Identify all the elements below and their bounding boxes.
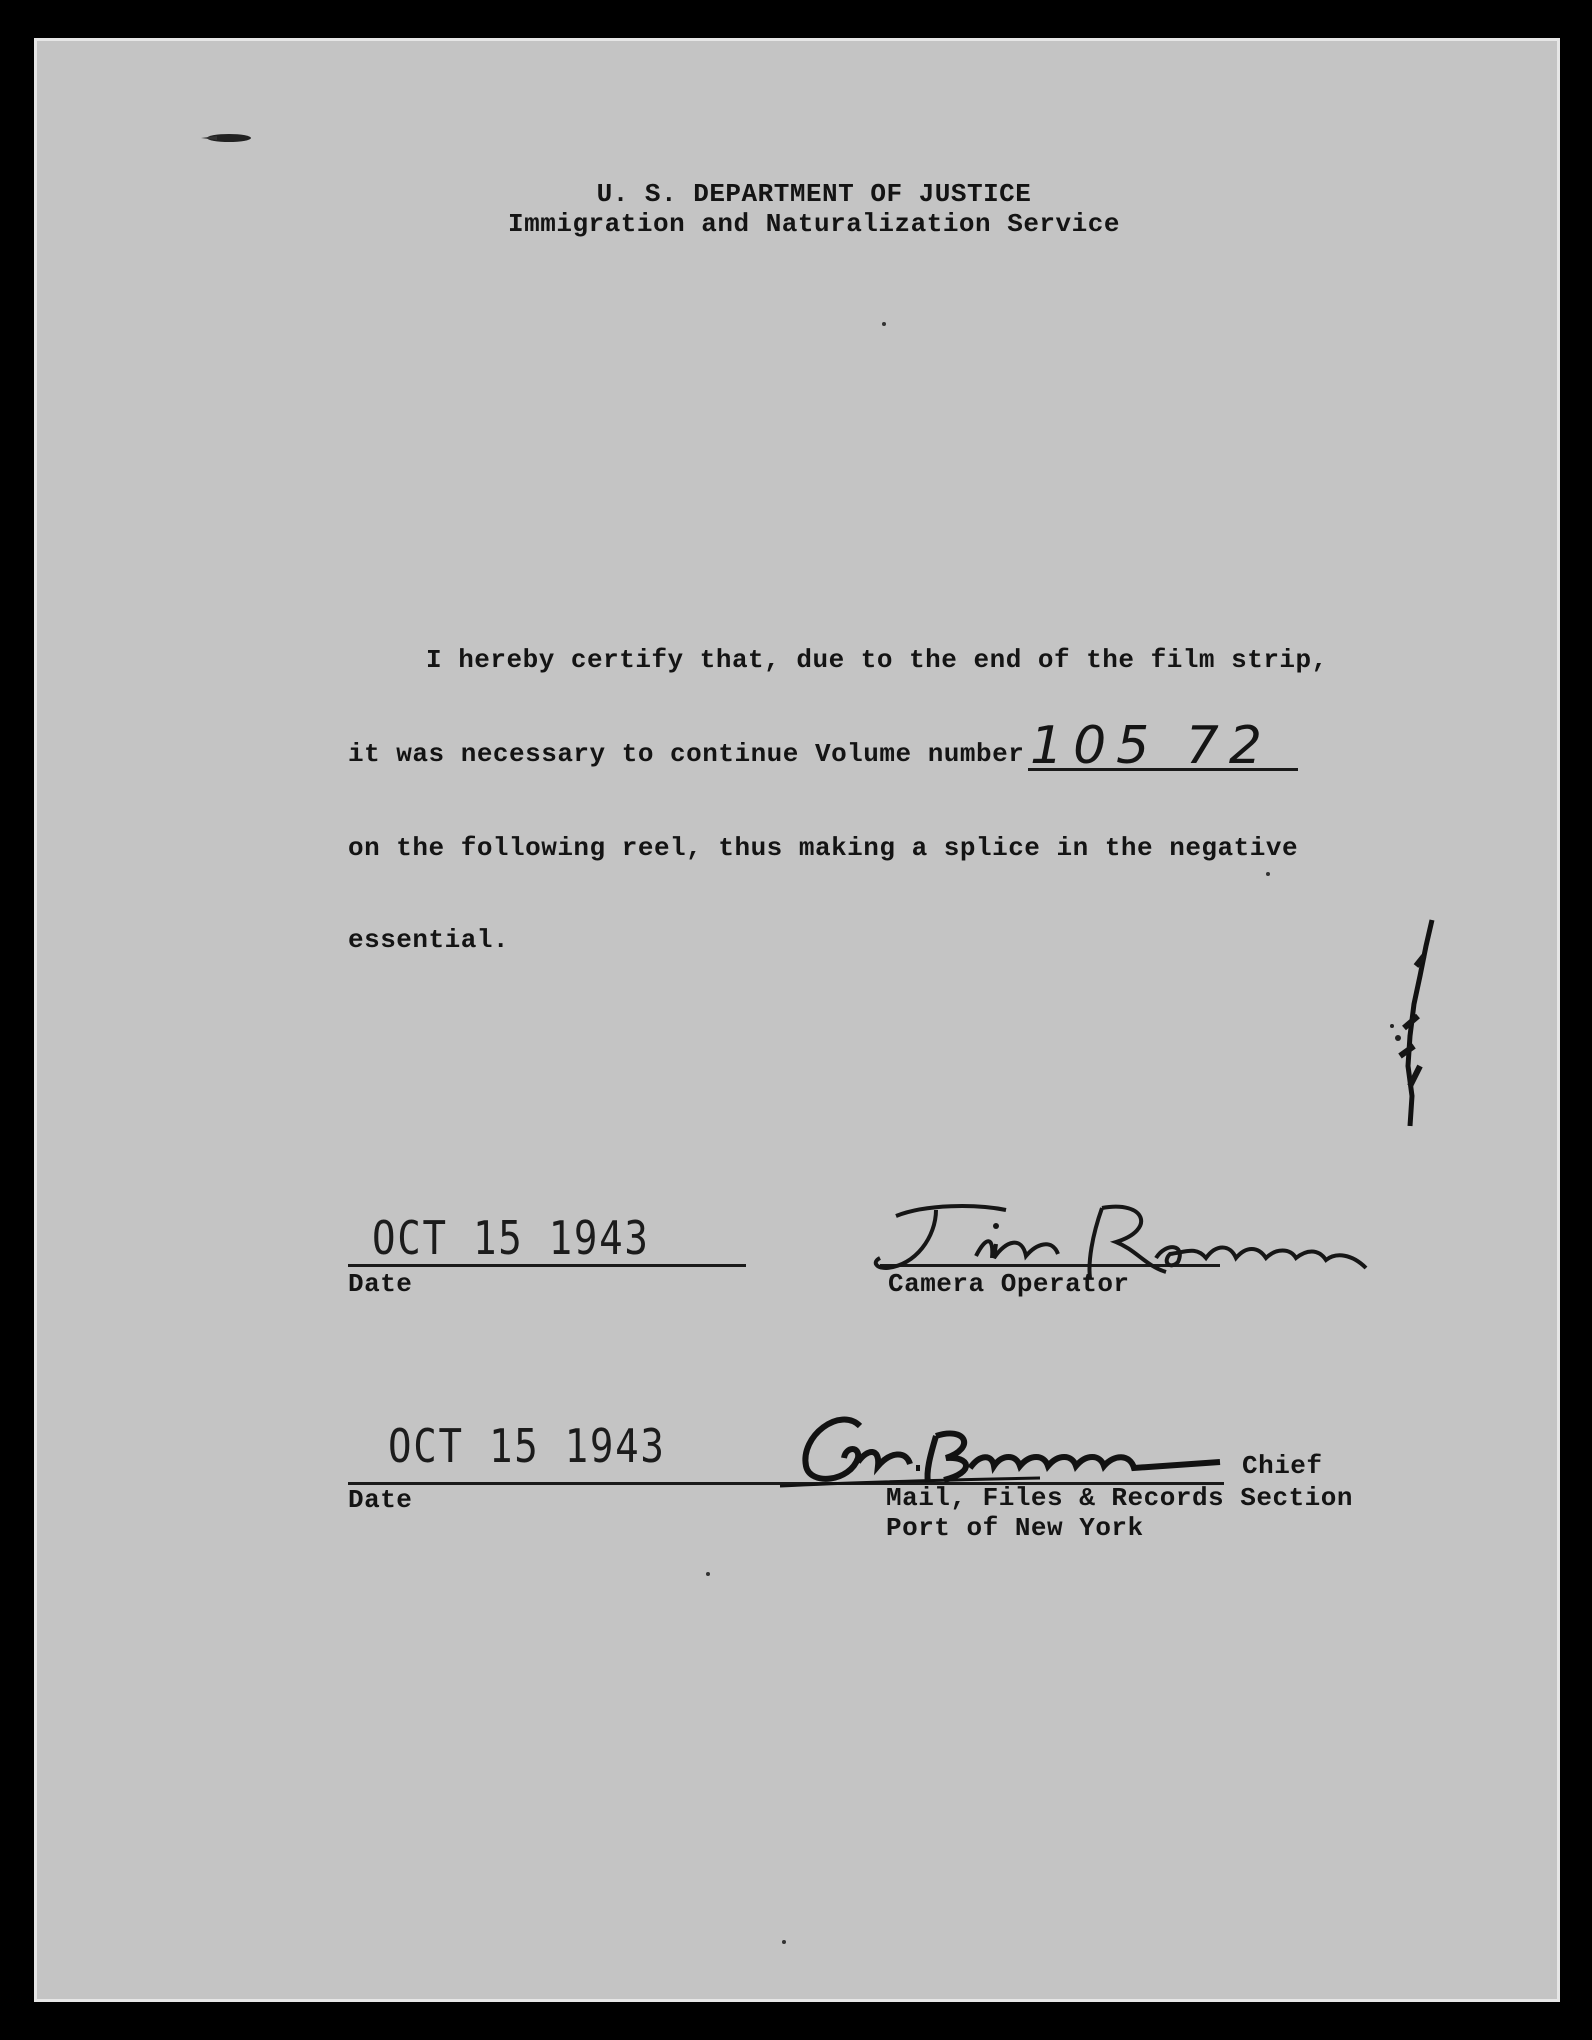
certification-text-line-3: on the following reel, thus making a splice in the negative [348,833,1299,863]
scan-mark [197,129,261,147]
port-label: Port of New York [886,1513,1144,1543]
chief-label: Chief [1242,1451,1323,1481]
date-label-1: Date [348,1269,413,1299]
certification-text-line-2: it was necessary to continue Volume number [348,739,1025,769]
dust-speck [882,322,886,326]
dust-speck [1266,872,1270,876]
volume-number-handwritten: 105 72 [1030,716,1272,776]
ink-smudge [1380,916,1450,1136]
header-department: U. S. DEPARTMENT OF JUSTICE [596,179,1032,209]
camera-operator-label: Camera Operator [888,1269,1130,1299]
header-service: Immigration and Naturalization Service [508,209,1120,239]
dust-speck [782,1940,786,1944]
date-stamp-1: OCT 15 1943 [372,1211,650,1265]
date-stamp-2: OCT 15 1943 [388,1419,666,1473]
document-page [34,38,1560,2002]
volume-number-blank-line [1028,768,1298,771]
section-label: Mail, Files & Records Section [886,1483,1353,1513]
date-line-1 [348,1264,746,1267]
dust-speck [706,1572,710,1576]
date-label-2: Date [348,1485,413,1515]
certification-text-line-1: I hereby certify that, due to the end of the film strip, [426,645,1328,675]
certification-text-line-4: essential. [348,925,510,955]
